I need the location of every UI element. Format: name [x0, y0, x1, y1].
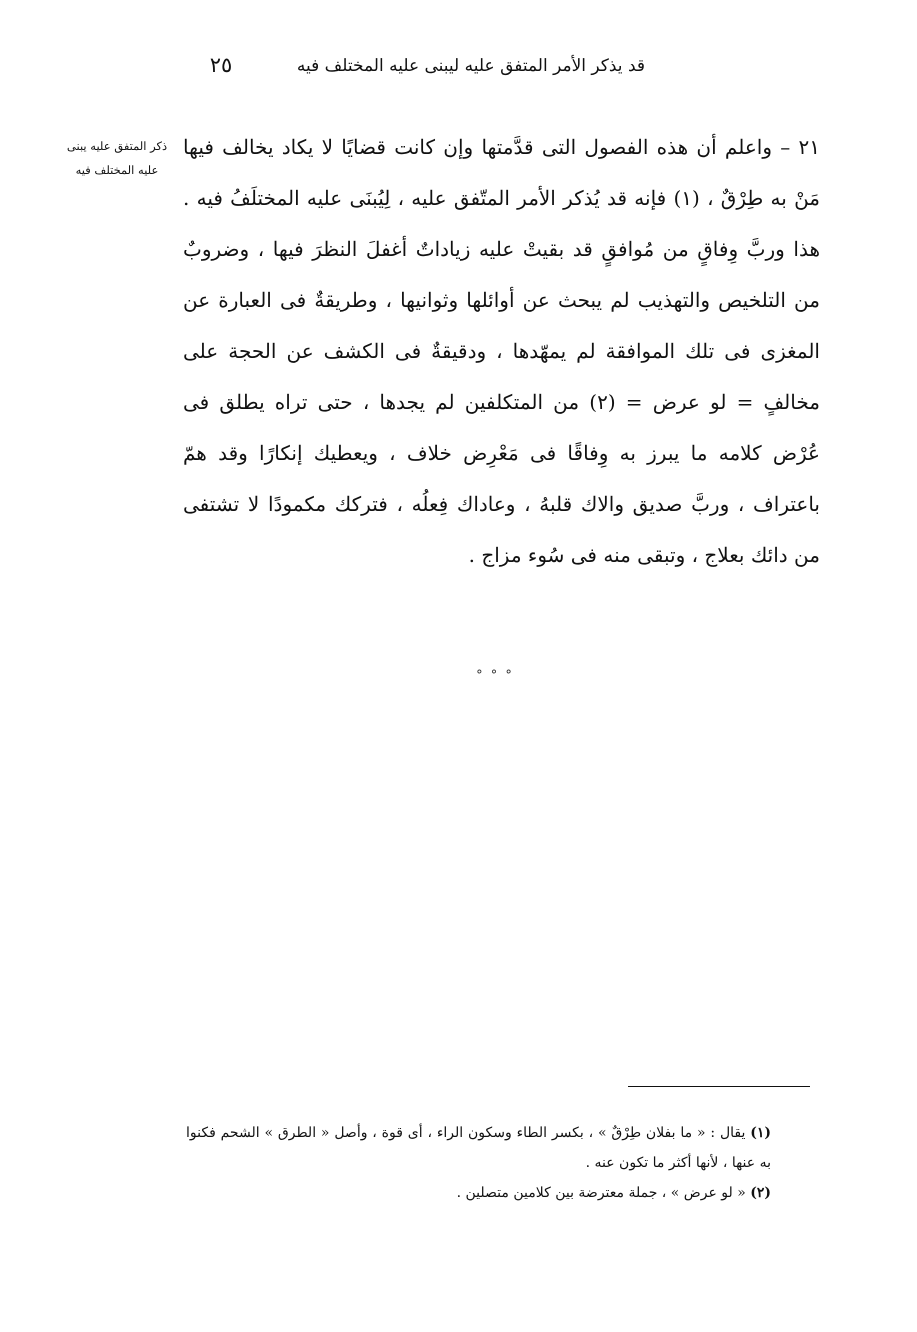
margin-note: ذكر المتفق عليه يبنى عليه المختلف فيه: [66, 139, 168, 177]
footnote-text: « لو عرض » ، جملة معترضة بين كلامين متصلين .: [456, 1185, 746, 1201]
running-header-title: قد يذكر الأمر المتفق عليه ليبنى عليه المختلف فيه: [296, 56, 645, 76]
footnotes: [186, 1118, 771, 1208]
footnote-1: [186, 1118, 771, 1178]
footnote-text: يقال : « ما بفلان طِرْقٌ » ، بكسر الطاء وسكون الراء ، أى قوة ، وأصل « الطرق » الشحم فكنوا به عنها ، لأنها أكثر ما تكون عنه .: [186, 1125, 771, 1171]
footnote-rule: [628, 1086, 810, 1087]
paragraph-text: ٢١ – واعلم أن هذه الفصول التى قدَّمتها وإن كانت قضايًا لا يكاد يخالف فيها مَنْ به طِرْقٌ ، (١) فإنه قد يُذكر الأمر المتّفق عليه ، لِيُبنَى عليه المختلَفُ فيه . هذا وربَّ وِفاقٍ من مُوافقٍ قد بقيتْ عليه زياداتٌ أغفلَ النظرَ فيها ، وضروبٌ من التلخيص والتهذيب لم يبحث عن أوائلها وثوانيها ، وطريقةٌ فى العبارة عن المغزى فى تلك الموافقة لم يمهّدها ، ودقيقةٌ فى الكشف عن الحجة على مخالفٍ = لو عرض = (٢) من المتكلفين لم يجدها ، حتى تراه يطلق فى عُرْض كلامه ما يبرز به وِفاقًا فى مَعْرِض خلاف ، ويعطيك إنكارًا وقد همّ باعتراف ، وربَّ صديق والاك قلبهُ ، وعاداك فِعلُه ، فتركك مكمودًا لا تشتفى من دائك بعلاج ، وتبقى منه فى سُوء مزاج .: [183, 135, 821, 567]
main-paragraph: [183, 122, 820, 581]
footnote-number: (١): [750, 1125, 771, 1141]
page-number: ٢٥: [209, 53, 233, 77]
footnote-number: (٢): [750, 1185, 771, 1201]
footnote-2: [186, 1178, 771, 1208]
section-separator: ° ° °: [476, 668, 514, 683]
